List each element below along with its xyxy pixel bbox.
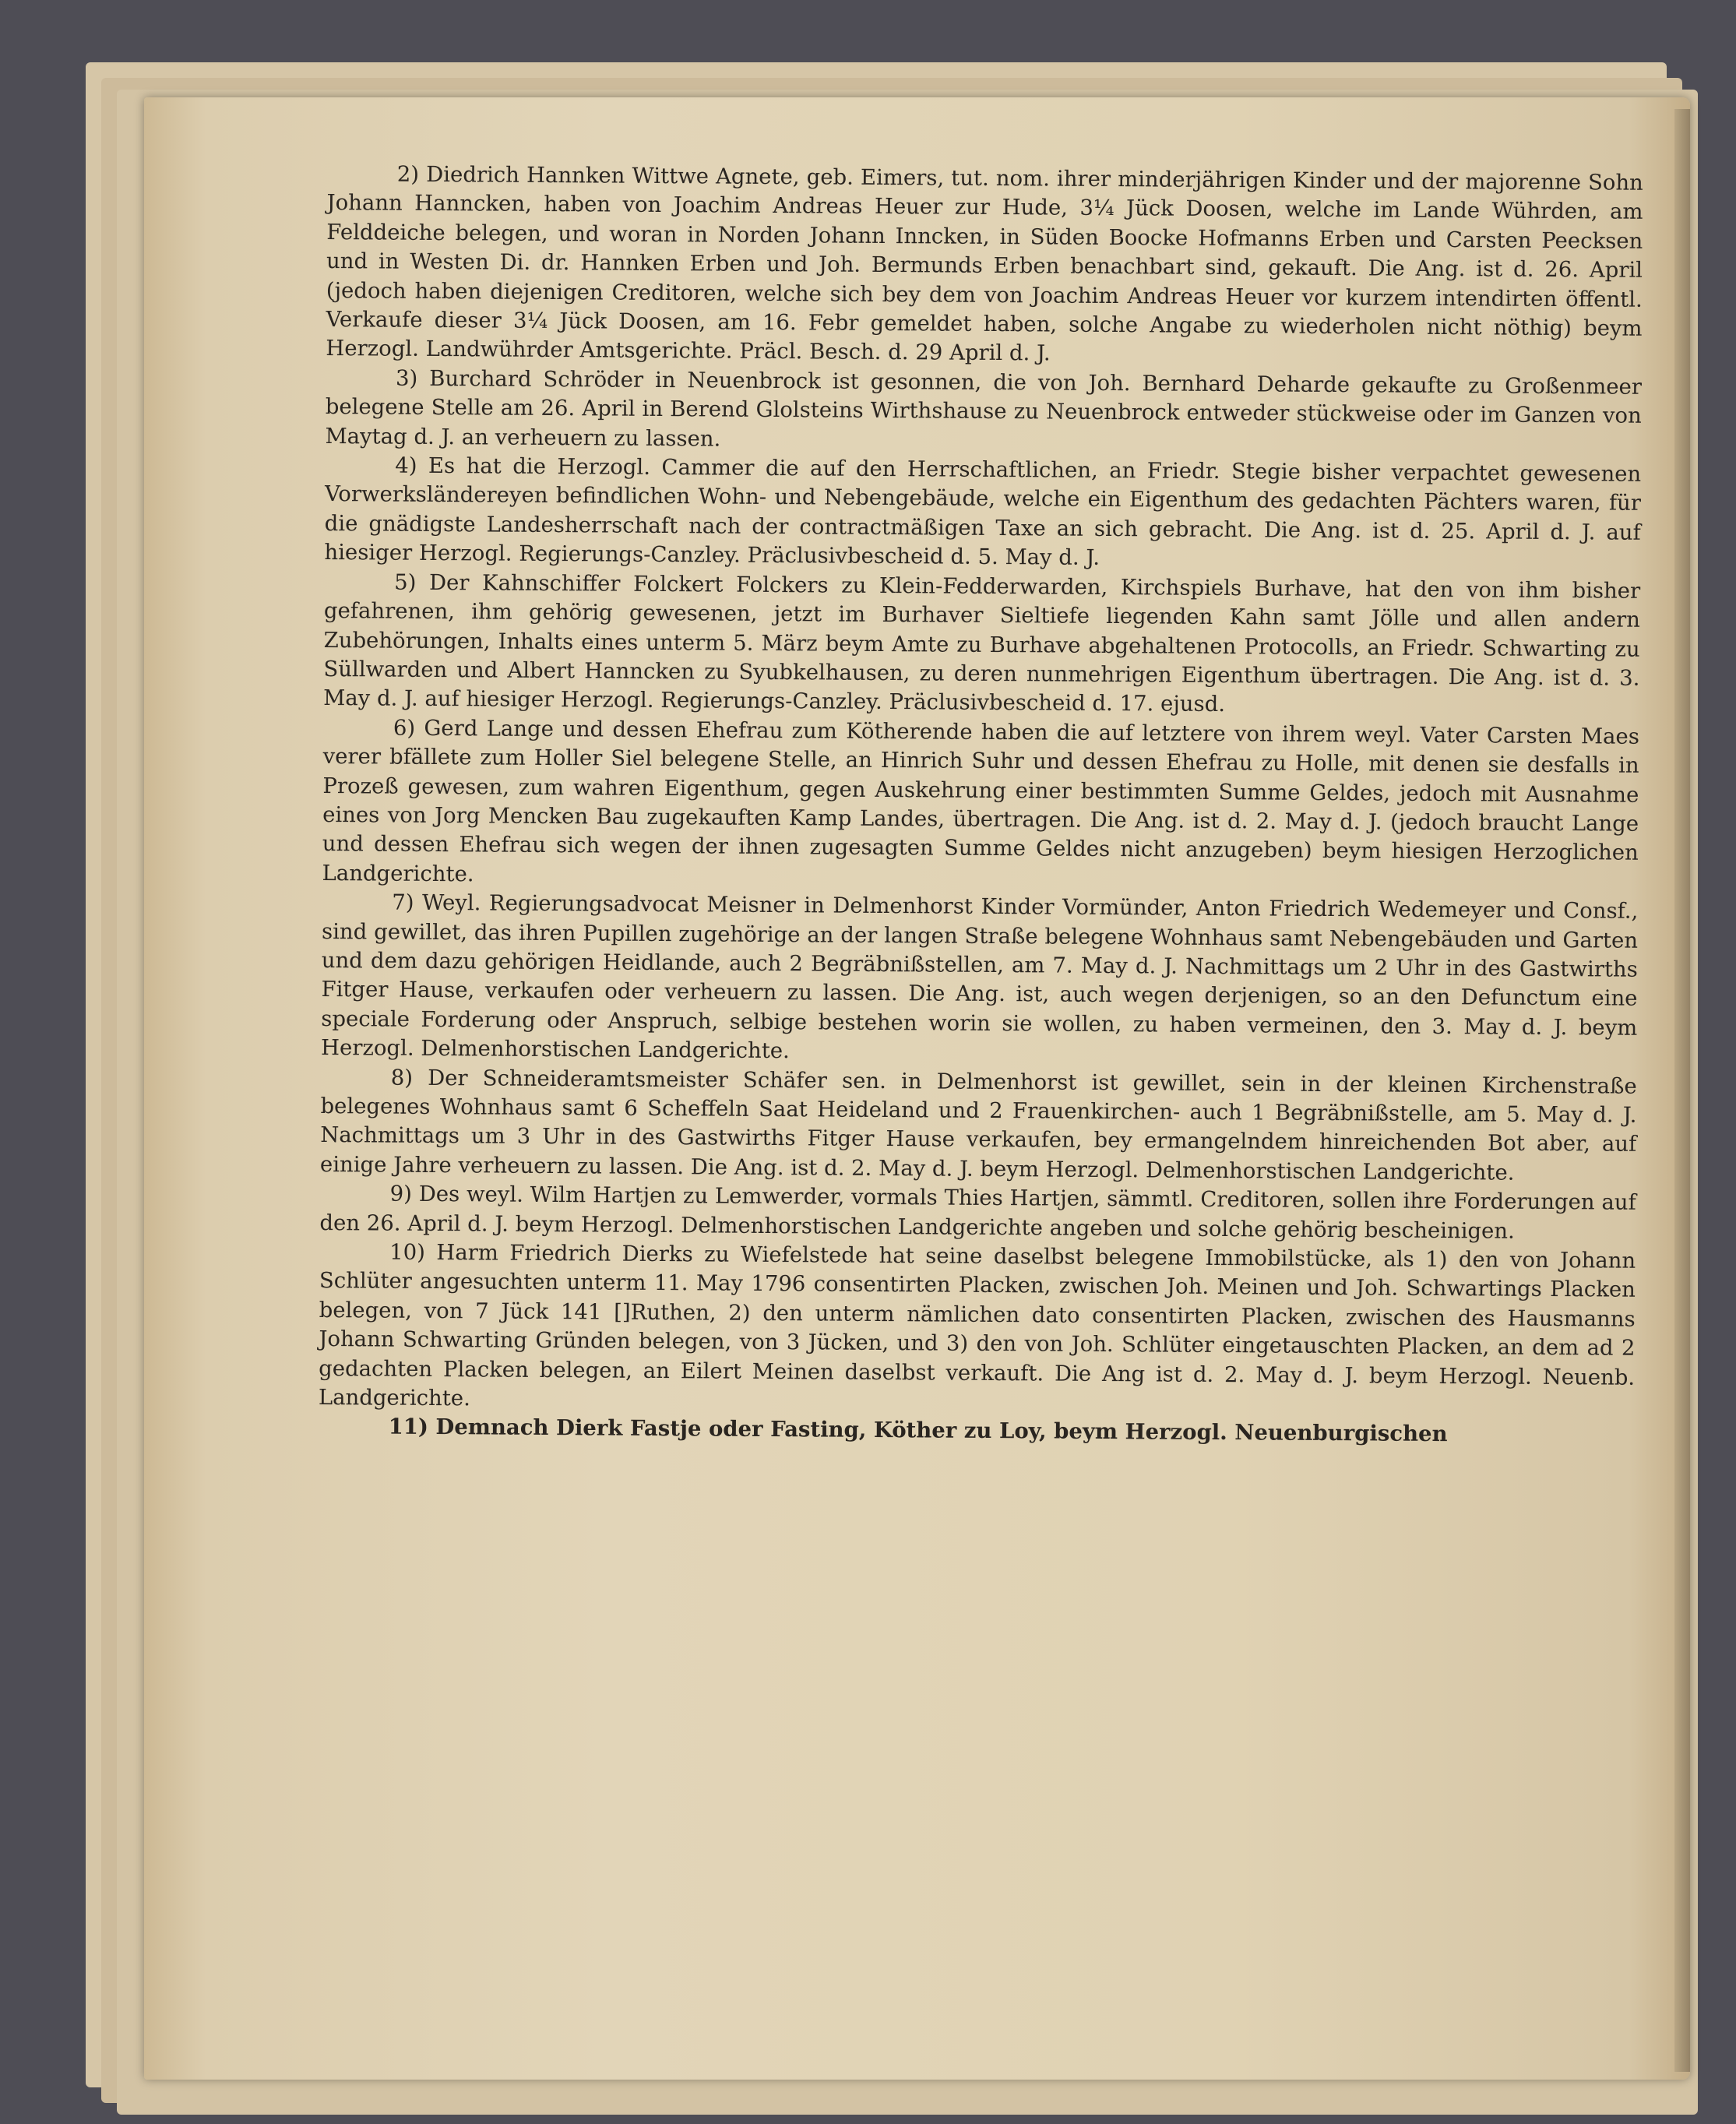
- entry-6: 6) Gerd Lange und dessen Ehefrau zum Kötherende haben die auf letztere von ihrem weyl. Vater Carsten Maes verer bfällete zum Holler Siel belegene Stelle, an Hinrich Suhr und dessen Ehefrau zu Holle, mit denen sie desfalls in Prozeß gewesen, zum wahren Eigenthum, gegen Auskehrung einer bestimmten Summe Geldes, jedoch mit Ausnahme eines von Jorg Mencken Bau zugekauften Kamp Landes, übertragen. Die Ang. ist d. 2. May d. J. (jedoch braucht Lange und dessen Ehefrau sich wegen der ihnen zugesagten Summe Geldes nicht anzugeben) beym hiesigen Herzoglichen Landgerichte.: [322, 715, 1639, 887]
- entry-5: 5) Der Kahnschiffer Folckert Folckers zu Klein-Fedderwarden, Kirchspiels Burhave, hat den von ihm bisher gefahrenen, ihm gehörig gewesenen, jetzt im Burhaver Sieltiefe liegenden Kahn samt Jölle und allen andern Zubehörungen, Inhalts eines unterm 5. März beym Amte zu Burhave abgehaltenen Protocolls, an Friedr. Schwarting zu Süllwarden und Albert Hanncken zu Syubkelhausen, zu deren nunmehrigen Eigenthum übertragen. Die Ang. ist d. 3. May d. J. auf hiesiger Herzogl. Regierungs-Canzley. Präclusivbescheid d. 17. ejusd.: [323, 569, 1641, 717]
- entry-11: 11) Demnach Dierk Fastje oder Fasting, Köther zu Loy, beym Herzogl. Neuenburgischen: [388, 1414, 1448, 1447]
- entry-7: 7) Weyl. Regierungsadvocat Meisner in Delmenhorst Kinder Vormünder, Anton Friedrich Wedemeyer und Consf., sind gewillet, das ihren Pupillen zugehörige an der langen Straße belegene Wohnhaus samt Nebengebäuden und Garten und dem dazu gehörigen Heidlande, auch 2 Begräbnißstellen, am 7. May d. J. Nachmittags um 2 Uhr in des Gastwirths Fitger Hause, verkaufen oder verheuern zu lassen. Die Ang. ist, auch wegen derjenigen, so an den Defunctum eine speciale Forderung oder Anspruch, selbige bestehen worin sie wollen, zu haben vermeinen, den 3. May d. J. beym Herzogl. Delmenhorstischen Landgerichte.: [320, 889, 1639, 1064]
- entry-10: 10) Harm Friedrich Dierks zu Wiefelstede hat seine daselbst belegene Immobilstücke, als 1) den von Johann Schlüter angesuchten unterm 11. May 1796 consentirten Placken, zwischen Joh. Meinen und Joh. Schwartings Placken belegen, von 7 Jück 141 []Ruthen, 2) den unterm nämlichen dato consentirten Placken, zwischen des Hausmanns Johann Schwarting Gründen belegen, von 3 Jücken, und 3) den von Joh. Schlüter eingetauschten Placken, an dem ad 2 gedachten Placken belegen, an Eilert Meinen daselbst verkauft. Die Ang ist d. 2. May d. J. beym Herzogl. Neuenb. Landgerichte.: [318, 1239, 1636, 1411]
- entry-8: 8) Der Schneideramtsmeister Schäfer sen. in Delmenhorst ist gewillet, sein in der kleinen Kirchenstraße belegenes Wohnhaus samt 6 Scheffeln Saat Heideland und 2 Frauenkirchen- auch 1 Begräbnißstelle, am 5. May d. J. Nachmittags um 3 Uhr in des Gastwirths Fitger Hause verkaufen, bey ermangelndem hinreichenden Bot aber, auf einige Jahre verheuern zu lassen. Die Ang. ist d. 2. May d. J. beym Herzogl. Delmenhorstischen Landgerichte.: [319, 1065, 1637, 1185]
- page-gutter-shadow: [1674, 109, 1690, 2072]
- entry-2: 2) Diedrich Hannken Wittwe Agnete, geb. Eimers, tut. nom. ihrer minderjährigen Kinder und der majorenne Sohn Johann Hanncken, haben von Joachim Andreas Heuer zur Hude, 3¼ Jück Doosen, welche im Lande Wührden, am Felddeiche belegen, und woran in Norden Johann Inncken, in Süden Boocke Hofmanns Erben und Carsten Peecksen und in Westen Di. dr. Hannken Erben und Joh. Bermunds Erben benachbart sind, gekauft. Die Ang. ist d. 26. April (jedoch haben diejenigen Creditoren, welche sich bey dem von Joachim Andreas Heuer vor kurzem intendirten öffentl. Verkaufe dieser 3¼ Jück Doosen, am 16. Febr gemeldet haben, solche Angabe zu wiederholen nicht nöthig) beym Herzogl. Landwührder Amtsgerichte. Präcl. Besch. d. 29 April d. J.: [326, 161, 1643, 366]
- entry-9: 9) Des weyl. Wilm Hartjen zu Lemwerder, vormals Thies Hartjen, sämmtl. Creditoren, sollen ihre Forderungen auf den 26. April d. J. beym Herzogl. Delmenhorstischen Landgerichte angeben und solche gehörig bescheinigen.: [319, 1181, 1636, 1244]
- entry-3: 3) Burchard Schröder in Neuenbrock ist gesonnen, die von Joh. Bernhard Deharde gekaufte zu Großenmeer belegene Stelle am 26. April in Berend Glolsteins Wirthshause zu Neuenbrock entweder stückweise oder im Ganzen von Maytag d. J. an verheuern zu lassen.: [325, 365, 1643, 452]
- entry-4: 4) Es hat die Herzogl. Cammer die auf den Herrschaftlichen, an Friedr. Stegie bisher verpachtet gewesenen Vorwerksländereyen befindlichen Wohn- und Nebengebäude, welche ein Eigenthum des gedachten Pächters waren, für die gnädigste Landesherrschaft nach der contractmäßigen Taxe an sich gebracht. Die Ang. ist d. 25. April d. J. auf hiesiger Herzogl. Regierungs-Canzley. Präclusivbescheid d. 5. May d. J.: [324, 453, 1642, 571]
- page-body: [319, 160, 1643, 1451]
